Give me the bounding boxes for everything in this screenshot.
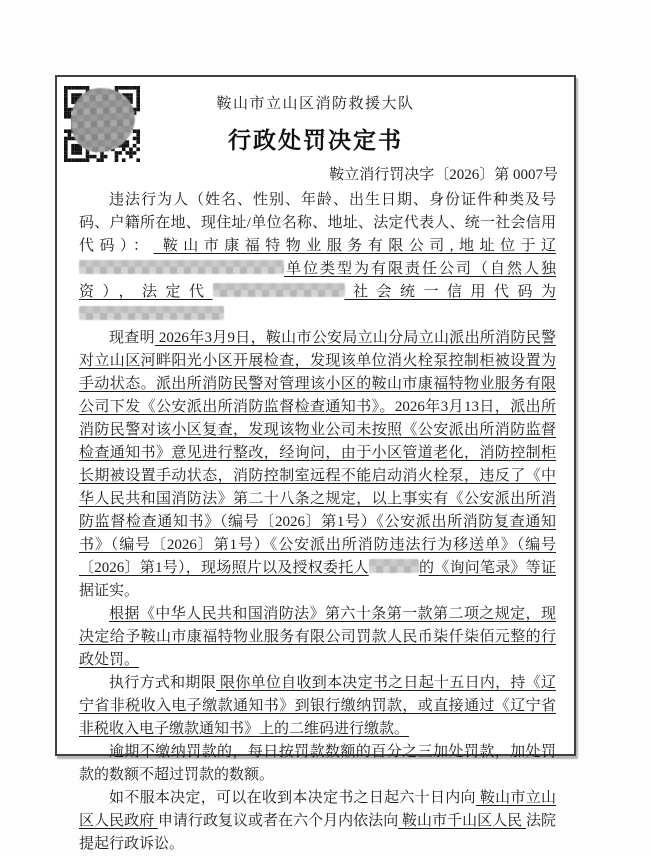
text-segment: 鞍山市立山区人民政府 xyxy=(79,790,556,829)
document-number: 鞍立消行罚决字〔2026〕第 0007号 xyxy=(329,167,558,183)
redacted-text xyxy=(79,306,224,320)
text-segment: 鞍山市康福特物业服务有限公司,地址位于辽 xyxy=(153,238,556,254)
issuing-authority: 鞍山市立山区消防救援大队 xyxy=(216,96,415,112)
text-segment: 的《询问笔录》等证 xyxy=(418,560,556,576)
paragraph xyxy=(79,787,556,856)
text-segment: 逾期不缴纳罚款的，每日按罚款数额的百分之三加处罚款，加处罚款的数额不超过罚款的数额。 xyxy=(79,744,556,783)
paragraph xyxy=(79,189,556,327)
text-segment: 限你单位自收到本决定书之日起十五日内，持《辽宁省非税收入电子缴款通知书》到银行缴纳罚款，或直接通过《辽宁省非税收入电子缴款通知书》上的二维码进行缴款。 xyxy=(79,675,556,737)
text-segment: 申请行政复议或者在六个月内依法向 xyxy=(157,813,399,829)
text-segment: 违法行为人（姓名、性别、年龄、出生日期、身份证件种类及号码、户籍所在地、现住址/单位名称、地址、法定代表人、统一社会信用代码）： xyxy=(79,192,556,254)
paragraph xyxy=(79,672,556,741)
qr-code-icon xyxy=(64,85,140,163)
text-segment: 根据《中华人民共和国消防法》第六十条第一款第二项之规定，现决定给予鞍山市康福特物业服务有限公司罚款人民币柒仟柒佰元整的行政处罚。 xyxy=(79,606,556,668)
document-sheet xyxy=(55,75,576,852)
text-segment: 2026年3月9日，鞍山市公安局立山分局立山派出所消防民警对立山区河畔阳光小区开展检查，发现该单位消火栓泵控制柜被设置为手动状态。派出所消防民警对管理该小区的鞍山市康福特物业服务有限公司下发《公安派出所消防监督检查通知书》。2026年3月13日，派出所消防民警对该小区复查，发现该物业公司未按照《公安派出所消防监督检查通知书》意见进行整改，经询问，由于小区管道老化，消防控制柜长期被设置手动状态，消防控制室远程不能启动消火栓泵，违反了《中华人民共和国消防法》第二十八条之规定，以上事实有《公安派出所消防监督检查通知书》（编号〔2026〕第1号）《公安派出所消防复查通知书》（编号〔2026〕第1号）《公安派出所消防违法行为移送单》（编号〔2026〕第1号），现场照片以及授权委托人 xyxy=(79,330,556,576)
text-segment: 单位类型为有限责任公司（自然人独资），法定代 xyxy=(79,261,556,300)
redacted-text xyxy=(79,260,284,274)
document-title: 行政处罚决定书 xyxy=(228,127,403,153)
text-segment: 执行方式和期限 xyxy=(109,675,216,691)
text-segment: 现查明 xyxy=(109,330,155,346)
paragraph xyxy=(79,741,556,787)
paragraph xyxy=(79,603,556,672)
redacted-text xyxy=(213,283,345,297)
text-segment: 据证实。 xyxy=(79,583,140,599)
text-segment: 如不服本决定，可以在收到本决定书之日起六十日内向 xyxy=(109,790,476,806)
text-segment: 社会统一信用代码为 xyxy=(344,284,556,300)
text-segment: 鞍山市千山区人民 xyxy=(398,813,526,829)
paragraph xyxy=(79,327,556,603)
text-segment: 法院提起行政诉讼。 xyxy=(79,813,556,852)
document-body xyxy=(79,189,556,856)
redacted-text xyxy=(369,559,419,573)
